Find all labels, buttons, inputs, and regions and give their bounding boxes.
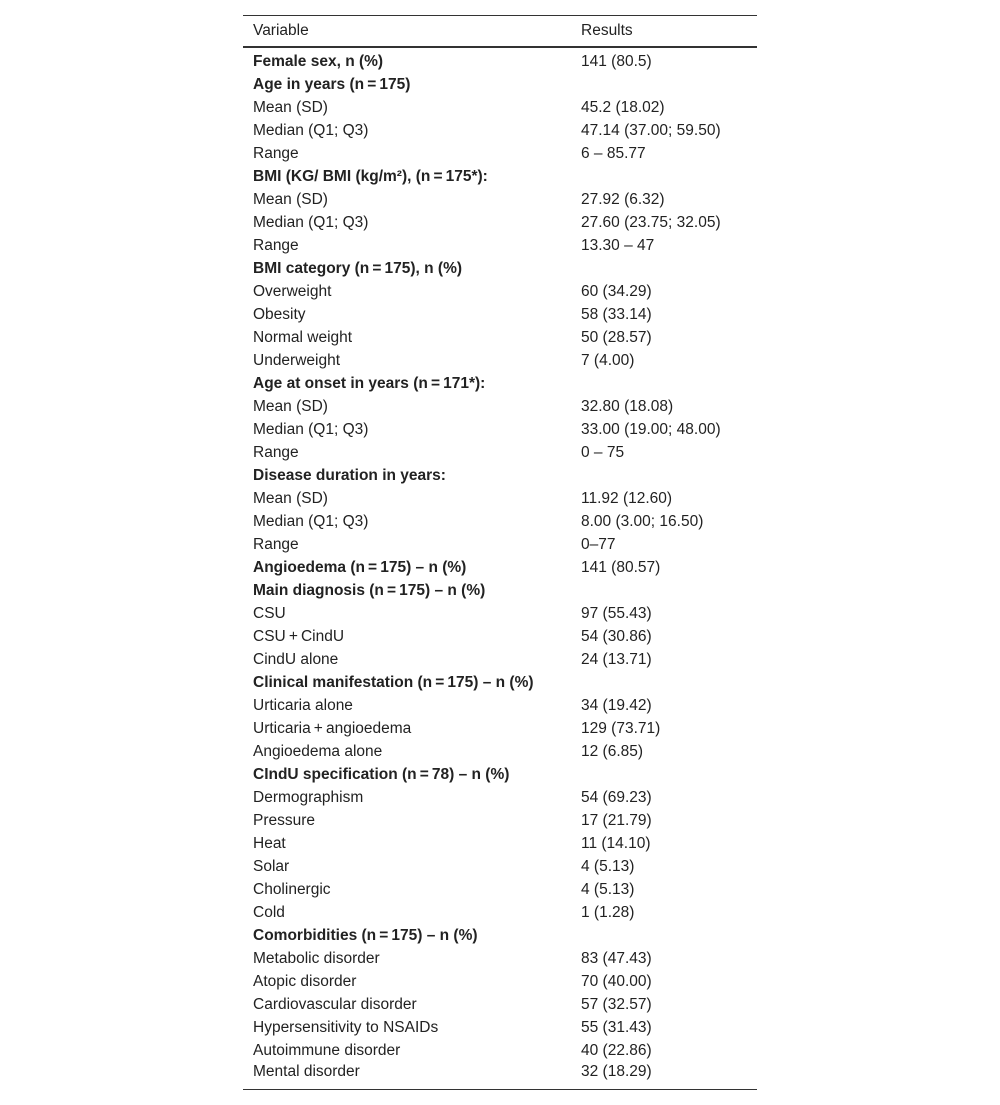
variable-cell: Median (Q1; Q3) [253, 512, 369, 530]
variable-cell: Urticaria + angioedema [253, 719, 412, 737]
variable-cell: BMI (KG/ BMI (kg/m²), (n = 175*): [253, 167, 488, 185]
variable-cell: Clinical manifestation (n = 175) – n (%) [253, 673, 534, 691]
result-cell: 33.00 (19.00; 48.00) [581, 420, 721, 438]
result-cell: 97 (55.43) [581, 604, 652, 622]
table-row [243, 625, 757, 648]
result-cell: 11 (14.10) [581, 834, 651, 852]
table-row [243, 855, 757, 878]
table-row [243, 694, 757, 717]
variable-cell: Age at onset in years (n = 171*): [253, 374, 486, 392]
table-row [243, 96, 757, 119]
result-cell: 32.80 (18.08) [581, 397, 674, 415]
result-cell: 57 (32.57) [581, 995, 652, 1013]
variable-cell: CIndU specification (n = 78) – n (%) [253, 765, 510, 783]
table-row [243, 441, 757, 464]
variable-cell: Pressure [253, 811, 316, 829]
table-row [243, 901, 757, 924]
table-header [243, 16, 757, 48]
variable-cell: Age in years (n = 175) [253, 75, 411, 93]
result-cell: 70 (40.00) [581, 972, 652, 990]
table-row [243, 280, 757, 303]
variable-cell: Normal weight [253, 328, 353, 346]
table-row [243, 533, 757, 556]
result-cell: 141 (80.57) [581, 558, 661, 576]
table-row [243, 717, 757, 740]
table-row [243, 326, 757, 349]
table-row [243, 303, 757, 326]
result-cell: 6 – 85.77 [581, 144, 646, 162]
table-row [243, 602, 757, 625]
header-variable: Variable [253, 22, 309, 39]
variable-cell: Mental disorder [253, 1063, 360, 1080]
result-cell: 0–77 [581, 535, 616, 553]
result-cell [571, 73, 757, 96]
result-cell: 27.60 (23.75; 32.05) [581, 213, 721, 231]
table-section-row [243, 556, 757, 579]
variable-cell: Female sex, n (%) [253, 53, 384, 70]
variable-cell: Solar [253, 857, 290, 875]
result-cell [571, 372, 757, 395]
variable-cell: Range [253, 443, 299, 461]
variable-cell: Obesity [253, 305, 306, 323]
table-row [243, 1016, 757, 1039]
variable-cell: Urticaria alone [253, 696, 353, 714]
variable-cell: Range [253, 236, 299, 254]
table-section-row [243, 372, 757, 395]
variable-cell: CindU alone [253, 650, 339, 668]
table-row [243, 970, 757, 993]
variable-cell: Median (Q1; Q3) [253, 121, 369, 139]
table-row [243, 1039, 757, 1062]
result-cell: 45.2 (18.02) [581, 98, 665, 116]
variable-cell: Main diagnosis (n = 175) – n (%) [253, 581, 486, 599]
variable-cell: CSU [253, 604, 286, 622]
variable-cell: Mean (SD) [253, 98, 328, 116]
variable-cell: Dermographism [253, 788, 364, 806]
result-cell [571, 579, 757, 602]
table-row [243, 786, 757, 809]
result-cell: 12 (6.85) [581, 742, 644, 760]
variable-cell: Median (Q1; Q3) [253, 213, 369, 231]
result-cell: 54 (69.23) [581, 788, 652, 806]
result-cell: 32 (18.29) [581, 1063, 652, 1080]
table-row [243, 809, 757, 832]
table-row [243, 395, 757, 418]
table-row [243, 832, 757, 855]
result-cell: 4 (5.13) [581, 880, 635, 898]
result-cell: 8.00 (3.00; 16.50) [581, 512, 704, 530]
result-cell: 55 (31.43) [581, 1018, 652, 1036]
table-section-row [243, 73, 757, 96]
result-cell [571, 763, 757, 786]
variable-cell: Comorbidities (n = 175) – n (%) [253, 926, 478, 944]
result-cell: 129 (73.71) [581, 719, 661, 737]
variable-cell: Overweight [253, 282, 332, 300]
variable-cell: Angioedema (n = 175) – n (%) [253, 558, 467, 576]
table-row [243, 878, 757, 901]
variable-cell: Hypersensitivity to NSAIDs [253, 1018, 439, 1036]
table-section-row [243, 763, 757, 786]
variable-cell: Mean (SD) [253, 397, 328, 415]
table-row [243, 740, 757, 763]
table-section-row [243, 47, 757, 73]
variable-cell: CSU + CindU [253, 627, 345, 645]
result-cell: 17 (21.79) [581, 811, 652, 829]
variable-cell: Metabolic disorder [253, 949, 380, 967]
result-cell: 1 (1.28) [581, 903, 635, 921]
variable-cell: Heat [253, 834, 286, 852]
result-cell: 54 (30.86) [581, 627, 652, 645]
result-cell [571, 165, 757, 188]
table-row [243, 648, 757, 671]
table-section-row [243, 464, 757, 487]
result-cell: 83 (47.43) [581, 949, 652, 967]
result-cell: 60 (34.29) [581, 282, 652, 300]
variable-cell: Angioedema alone [253, 742, 383, 760]
result-cell: 27.92 (6.32) [581, 190, 665, 208]
variable-cell: BMI category (n = 175), n (%) [253, 259, 463, 277]
result-cell: 0 – 75 [581, 443, 625, 461]
variable-cell: Median (Q1; Q3) [253, 420, 369, 438]
variable-cell: Cardiovascular disorder [253, 995, 417, 1013]
table-row [243, 349, 757, 372]
table-row [243, 510, 757, 533]
result-cell [571, 257, 757, 280]
table-row [243, 211, 757, 234]
table-section-row [243, 671, 757, 694]
result-cell: 24 (13.71) [581, 650, 652, 668]
result-cell: 50 (28.57) [581, 328, 652, 346]
table-row [243, 1062, 757, 1089]
table-row [243, 418, 757, 441]
table-row [243, 487, 757, 510]
table-body [243, 47, 757, 1089]
result-cell: 11.92 (12.60) [581, 489, 673, 507]
table-section-row [243, 924, 757, 947]
result-cell [571, 924, 757, 947]
variable-cell: Atopic disorder [253, 972, 357, 990]
variable-cell: Underweight [253, 351, 341, 369]
variable-cell: Disease duration in years: [253, 466, 446, 484]
variable-cell: Range [253, 144, 299, 162]
variable-cell: Cold [253, 903, 285, 921]
result-cell: 13.30 – 47 [581, 236, 655, 254]
result-cell: 47.14 (37.00; 59.50) [581, 121, 721, 139]
table-section-row [243, 257, 757, 280]
table-row [243, 993, 757, 1016]
result-cell [571, 671, 757, 694]
variable-cell: Autoimmune disorder [253, 1041, 401, 1059]
table-row [243, 119, 757, 142]
table-row [243, 947, 757, 970]
table-row [243, 234, 757, 257]
result-cell: 4 (5.13) [581, 857, 635, 875]
variable-cell: Cholinergic [253, 880, 331, 898]
header-results: Results [581, 22, 633, 39]
table-section-row [243, 579, 757, 602]
variable-cell: Range [253, 535, 299, 553]
header-row [243, 16, 757, 48]
result-cell: 141 (80.5) [581, 53, 652, 70]
table-row [243, 142, 757, 165]
result-cell: 40 (22.86) [581, 1041, 652, 1059]
result-cell: 7 (4.00) [581, 351, 635, 369]
table-section-row [243, 165, 757, 188]
table-row [243, 188, 757, 211]
results-table [243, 15, 757, 1090]
result-cell [571, 464, 757, 487]
results-table-container [243, 15, 757, 1090]
result-cell: 58 (33.14) [581, 305, 652, 323]
result-cell: 34 (19.42) [581, 696, 652, 714]
variable-cell: Mean (SD) [253, 489, 328, 507]
variable-cell: Mean (SD) [253, 190, 328, 208]
